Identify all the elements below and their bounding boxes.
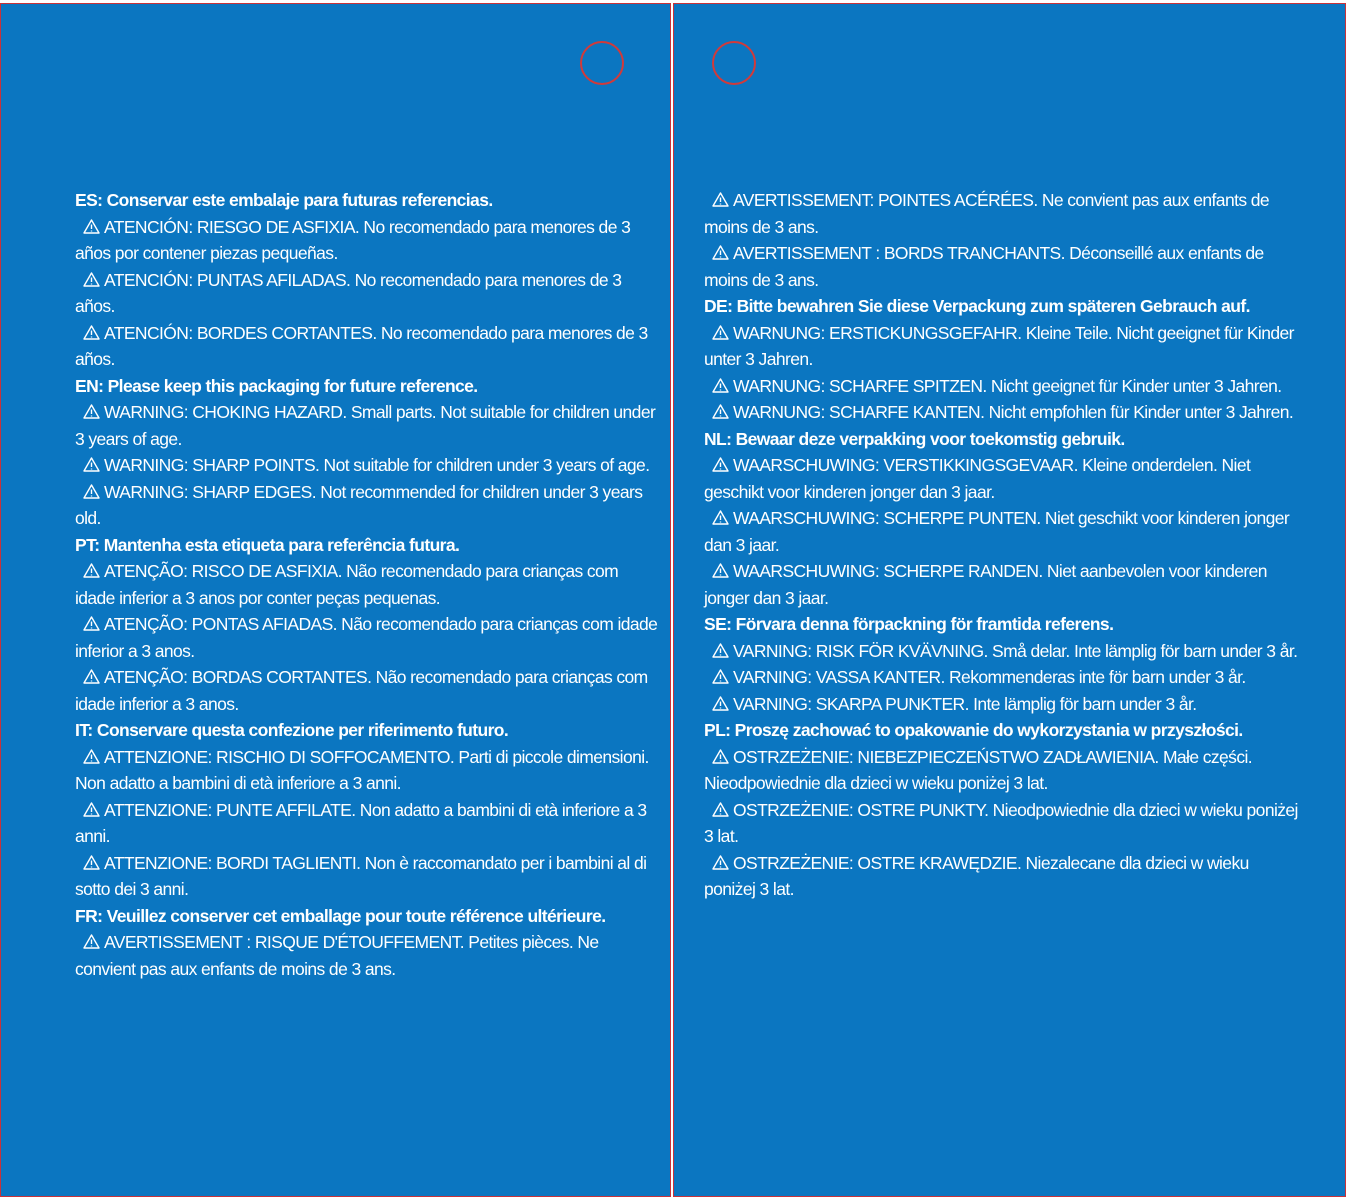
warning-triangle-icon [83,404,100,419]
language-instruction: Please keep this packaging for future reference. [107,375,478,396]
warning-line [704,373,1304,400]
warning-triangle-icon [83,855,100,870]
warning-text: OSTRZEŻENIE: OSTRE PUNKTY. Nieodpowiednie dla dzieci w wieku poniżej 3 lat. [704,799,1298,846]
warning-text-block-right [704,187,1304,903]
warning-triangle-icon [83,484,100,499]
warning-text: WARNUNG: SCHARFE SPITZEN. Nicht geeignet für Kinder unter 3 Jahren. [733,375,1282,396]
warning-triangle-icon [712,563,729,578]
warning-triangle-icon [712,378,729,393]
warning-line [75,214,660,267]
warning-line [704,850,1304,903]
warning-text: ATENÇÃO: PONTAS AFIADAS. Não recomendado para crianças com idade inferior a 3 anos. [75,614,658,661]
warning-text: WAARSCHUWING: VERSTIKKINGSGEVAAR. Kleine onderdelen. Niet geschikt voor kinderen jonger dan 3 jaar. [704,455,1251,502]
warning-line [704,320,1304,373]
warning-line [704,744,1304,797]
language-code: ES: [75,190,103,210]
warning-line [75,611,660,664]
warning-text: ATENÇÃO: BORDAS CORTANTES. Não recomendado para crianças com idade inferior a 3 anos. [75,667,648,714]
warning-text: VARNING: VASSA KANTER. Rekommenderas inte för barn under 3 år. [733,667,1246,687]
warning-triangle-icon [712,643,729,658]
language-line [75,717,660,744]
language-instruction: Proszę zachować to opakowanie do wykorzystania w przyszłości. [734,720,1243,740]
warning-line [704,691,1304,718]
warning-line [704,452,1304,505]
language-line [75,373,660,400]
warning-line [704,505,1304,558]
warning-triangle-icon [712,855,729,870]
warning-text: WARNUNG: SCHARFE KANTEN. Nicht empfohlen für Kinder unter 3 Jahren. [733,402,1294,422]
language-instruction: Förvara denna förpackning för framtida referens. [735,614,1114,634]
warning-line [704,797,1304,850]
warning-line [75,558,660,611]
warning-text: WAARSCHUWING: SCHERPE RANDEN. Niet aanbevolen voor kinderen jonger dan 3 jaar. [704,561,1267,608]
warning-triangle-icon [83,802,100,817]
language-instruction: Mantenha esta etiqueta para referência futura. [103,534,460,555]
language-code: FR: [75,905,103,926]
warning-triangle-icon [712,192,729,207]
warning-line [704,240,1304,293]
language-code: DE: [704,296,733,316]
warning-triangle-icon [712,325,729,340]
warning-line [75,267,660,320]
warning-text: OSTRZEŻENIE: OSTRE KRAWĘDZIE. Niezalecane dla dzieci w wieku poniżej 3 lat. [704,852,1249,899]
language-line [75,187,660,214]
warning-line [75,744,660,797]
warning-triangle-icon [712,802,729,817]
warning-triangle-icon [83,325,100,340]
warning-text: WAARSCHUWING: SCHERPE PUNTEN. Niet geschikt voor kinderen jonger dan 3 jaar. [704,508,1290,555]
warning-text: WARNING: SHARP EDGES. Not recommended for children under 3 years old. [75,481,643,528]
language-code: IT: [75,720,93,740]
warning-text: ATTENZIONE: PUNTE AFFILATE. Non adatto a bambini di età inferiore a 3 anni. [75,799,647,846]
warning-text: AVERTISSEMENT : BORDS TRANCHANTS. Déconseillé aux enfants de moins de 3 ans. [704,243,1264,290]
warning-line [75,452,660,479]
language-line [704,611,1304,638]
language-code: SE: [704,614,732,634]
warning-text: ATENCIÓN: RIESGO DE ASFIXIA. No recomendado para menores de 3 años por contener piezas pequeñas. [75,216,631,263]
warning-text: WARNING: CHOKING HAZARD. Small parts. Not suitable for children under 3 years of age. [75,402,656,449]
language-line [704,426,1304,453]
warning-line [704,638,1304,665]
warning-triangle-icon [83,616,100,631]
warning-text: ATTENZIONE: RISCHIO DI SOFFOCAMENTO. Parti di piccole dimensioni. Non adatto a bambini di età inferiore a 3 anni. [75,746,649,793]
warning-line [704,664,1304,691]
warning-line [75,399,660,452]
language-instruction: Bitte bewahren Sie diese Verpackung zum späteren Gebrauch auf. [736,296,1250,316]
language-instruction: Conservare questa confezione per riferimento futuro. [96,720,509,740]
warning-text: ATENCIÓN: BORDES CORTANTES. No recomendado para menores de 3 años. [75,322,648,369]
warning-triangle-icon [83,457,100,472]
warning-line [75,797,660,850]
language-code: PT: [75,534,100,555]
language-instruction: Veuillez conserver cet emballage pour toute référence ultérieure. [106,905,606,926]
warning-triangle-icon [712,749,729,764]
language-line [75,903,660,930]
language-line [75,532,660,559]
warning-text: ATTENZIONE: BORDI TAGLIENTI. Non è raccomandato per i bambini al di sotto dei 3 anni. [75,852,647,899]
language-line [704,717,1304,744]
language-code: EN: [75,375,104,396]
language-instruction: Bewaar deze verpakking voor toekomstig gebruik. [735,428,1125,449]
language-code: PL: [704,720,731,740]
warning-line [75,320,660,373]
warning-triangle-icon [712,669,729,684]
warning-text-block-left [75,187,660,982]
warning-text: ATENCIÓN: PUNTAS AFILADAS. No recomendado para menores de 3 años. [75,269,622,316]
warning-triangle-icon [712,457,729,472]
warning-triangle-icon [83,669,100,684]
warning-triangle-icon [83,272,100,287]
warning-text: WARNUNG: ERSTICKUNGSGEFAHR. Kleine Teile. Nicht geeignet für Kinder unter 3 Jahren. [704,322,1294,369]
warning-triangle-icon [712,245,729,260]
warning-triangle-icon [712,696,729,711]
warning-triangle-icon [83,749,100,764]
hang-hole-marker [580,41,624,85]
language-instruction: Conservar este embalaje para futuras referencias. [106,190,493,210]
warning-line [75,664,660,717]
language-line [704,293,1304,320]
warning-triangle-icon [83,563,100,578]
warning-line [704,187,1304,240]
warning-text: OSTRZEŻENIE: NIEBEZPIECZEŃSTWO ZADŁAWIENIA. Małe części. Nieodpowiednie dla dzieci w wieku poniżej 3 lat. [704,746,1253,793]
right-label-panel [673,3,1346,1197]
warning-text: VARNING: RISK FÖR KVÄVNING. Små delar. Inte lämplig för barn under 3 år. [733,640,1298,661]
warning-triangle-icon [83,219,100,234]
warning-line [75,929,660,982]
hang-hole-marker [712,41,756,85]
language-code: NL: [704,428,732,449]
warning-line [704,399,1304,426]
left-label-panel [0,3,671,1197]
warning-text: WARNING: SHARP POINTS. Not suitable for children under 3 years of age. [104,455,650,475]
warning-line [75,850,660,903]
warning-text: AVERTISSEMENT : RISQUE D'ÉTOUFFEMENT. Petites pièces. Ne convient pas aux enfants de moins de 3 ans. [75,932,599,979]
warning-text: ATENÇÃO: RISCO DE ASFIXIA. Não recomendado para crianças com idade inferior a 3 anos por conter peças pequenas. [75,561,619,608]
warning-text: VARNING: SKARPA PUNKTER. Inte lämplig för barn under 3 år. [733,693,1197,714]
warning-triangle-icon [83,934,100,949]
warning-text: AVERTISSEMENT: POINTES ACÉRÉES. Ne convient pas aux enfants de moins de 3 ans. [704,190,1270,237]
warning-triangle-icon [712,404,729,419]
warning-triangle-icon [712,510,729,525]
warning-line [75,479,660,532]
warning-line [704,558,1304,611]
